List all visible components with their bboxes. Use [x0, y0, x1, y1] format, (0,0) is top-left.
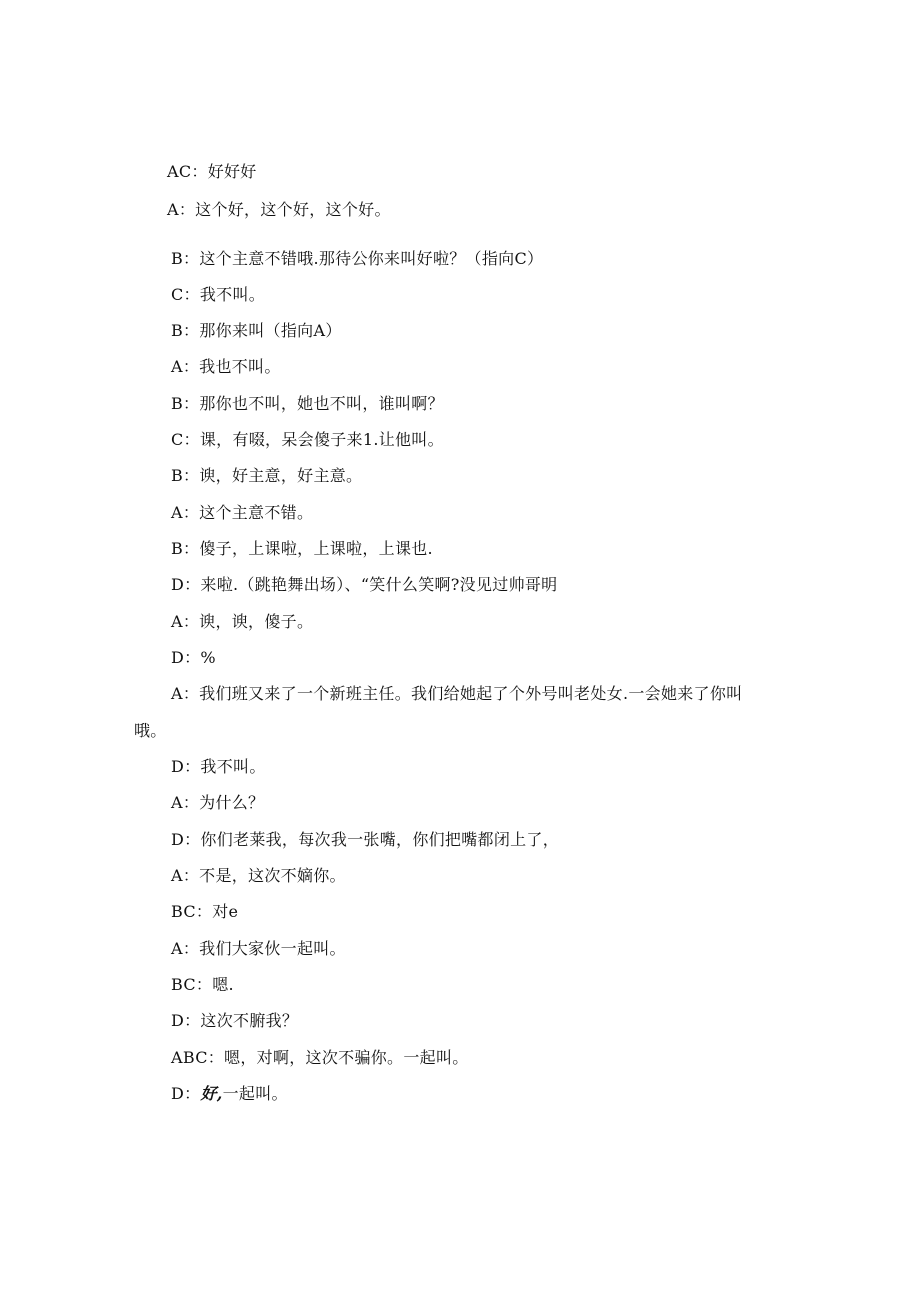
line-text: 一起叫。 — [222, 1084, 288, 1103]
dialogue-line: D：% — [171, 648, 216, 667]
dialogue-line: ABC：嗯，对啊，这次不骗你。一起叫。 — [171, 1048, 469, 1067]
dialogue-line-continuation: 哦。 — [134, 721, 167, 740]
dialogue-line: B：傻子，上课啦，上课啦，上课也. — [171, 539, 433, 558]
dialogue-line: BC：对e — [171, 902, 239, 921]
dialogue-line: A：我们班又来了一个新班主任。我们给她起了个外号叫老处女.一会她来了你叫 — [171, 684, 743, 703]
dialogue-line: A：谀，谀，傻子。 — [171, 612, 314, 631]
dialogue-line-final — [171, 1084, 288, 1104]
dialogue-line: D：你们老莱我，每次我一张嘴，你们把嘴都闭上了， — [171, 830, 560, 849]
dialogue-line: B：那你也不叫，她也不叫，谁叫啊？ — [171, 394, 444, 413]
dialogue-line: A：不是，这次不嫡你。 — [171, 866, 346, 885]
emphasized-text: 好, — [200, 1084, 223, 1103]
dialogue-line: B：那你来叫（指向A） — [171, 321, 342, 340]
dialogue-line: C：我不叫。 — [171, 285, 266, 304]
dialogue-line: D：这次不腑我？ — [171, 1011, 299, 1030]
dialogue-line: D：来啦.（跳艳舞出场）、“笑什么笑啊?没见过帅哥明 — [171, 575, 558, 594]
dialogue-line: A：我也不叫。 — [171, 357, 281, 376]
dialogue-line: A：这个好，这个好，这个好。 — [167, 200, 391, 219]
dialogue-line: A：为什么？ — [171, 793, 265, 812]
dialogue-line: A：这个主意不错。 — [171, 503, 314, 522]
dialogue-line: C：课，有啜，呆会傻子来1.让他叫。 — [171, 430, 444, 449]
dialogue-line: D：我不叫。 — [171, 757, 266, 776]
dialogue-line: BC：嗯. — [171, 975, 234, 994]
dialogue-line: B：这个主意不错哦.那待公你来叫好啦？（指向C） — [171, 249, 544, 268]
dialogue-line: B：谀，好主意，好主意。 — [171, 466, 363, 485]
dialogue-line: A：我们大家伙一起叫。 — [171, 939, 346, 958]
dialogue-line: AC：好好好 — [167, 162, 257, 181]
speaker-label: D： — [171, 1084, 201, 1103]
